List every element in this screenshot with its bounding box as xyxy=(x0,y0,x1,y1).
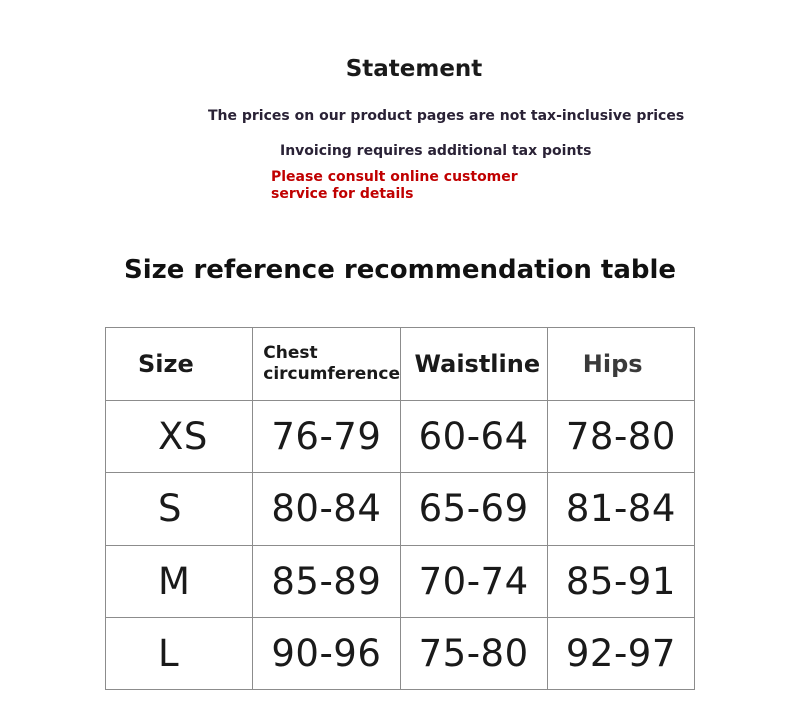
cell-size: S xyxy=(106,473,253,545)
cell-waist: 60-64 xyxy=(400,401,547,473)
tax-notice: The prices on our product pages are not tax-inclusive prices xyxy=(208,108,685,124)
header-chest: Chest circumference xyxy=(253,328,400,401)
cell-waist: 75-80 xyxy=(400,617,547,689)
cell-waist: 70-74 xyxy=(400,545,547,617)
size-reference-table xyxy=(105,327,695,690)
cell-hips: 85-91 xyxy=(547,545,694,617)
size-table-title: Size reference recommendation table xyxy=(123,255,677,285)
customer-service-notice: Please consult online customer service for details xyxy=(271,169,518,202)
cell-chest: 76-79 xyxy=(253,401,400,473)
cell-waist: 65-69 xyxy=(400,473,547,545)
cell-size: XS xyxy=(106,401,253,473)
table-row xyxy=(106,617,695,689)
cell-size: L xyxy=(106,617,253,689)
cell-size: M xyxy=(106,545,253,617)
cell-chest: 85-89 xyxy=(253,545,400,617)
cell-hips: 81-84 xyxy=(547,473,694,545)
table-row xyxy=(106,473,695,545)
cell-hips: 78-80 xyxy=(547,401,694,473)
header-waist: Waistline xyxy=(400,328,547,401)
table-header-row xyxy=(106,328,695,401)
header-size: Size xyxy=(106,328,253,401)
statement-title: Statement xyxy=(345,56,483,82)
table-row xyxy=(106,401,695,473)
cell-chest: 90-96 xyxy=(253,617,400,689)
table-row xyxy=(106,545,695,617)
cell-hips: 92-97 xyxy=(547,617,694,689)
cell-chest: 80-84 xyxy=(253,473,400,545)
header-hips: Hips xyxy=(547,328,694,401)
invoice-notice: Invoicing requires additional tax points xyxy=(280,143,592,159)
